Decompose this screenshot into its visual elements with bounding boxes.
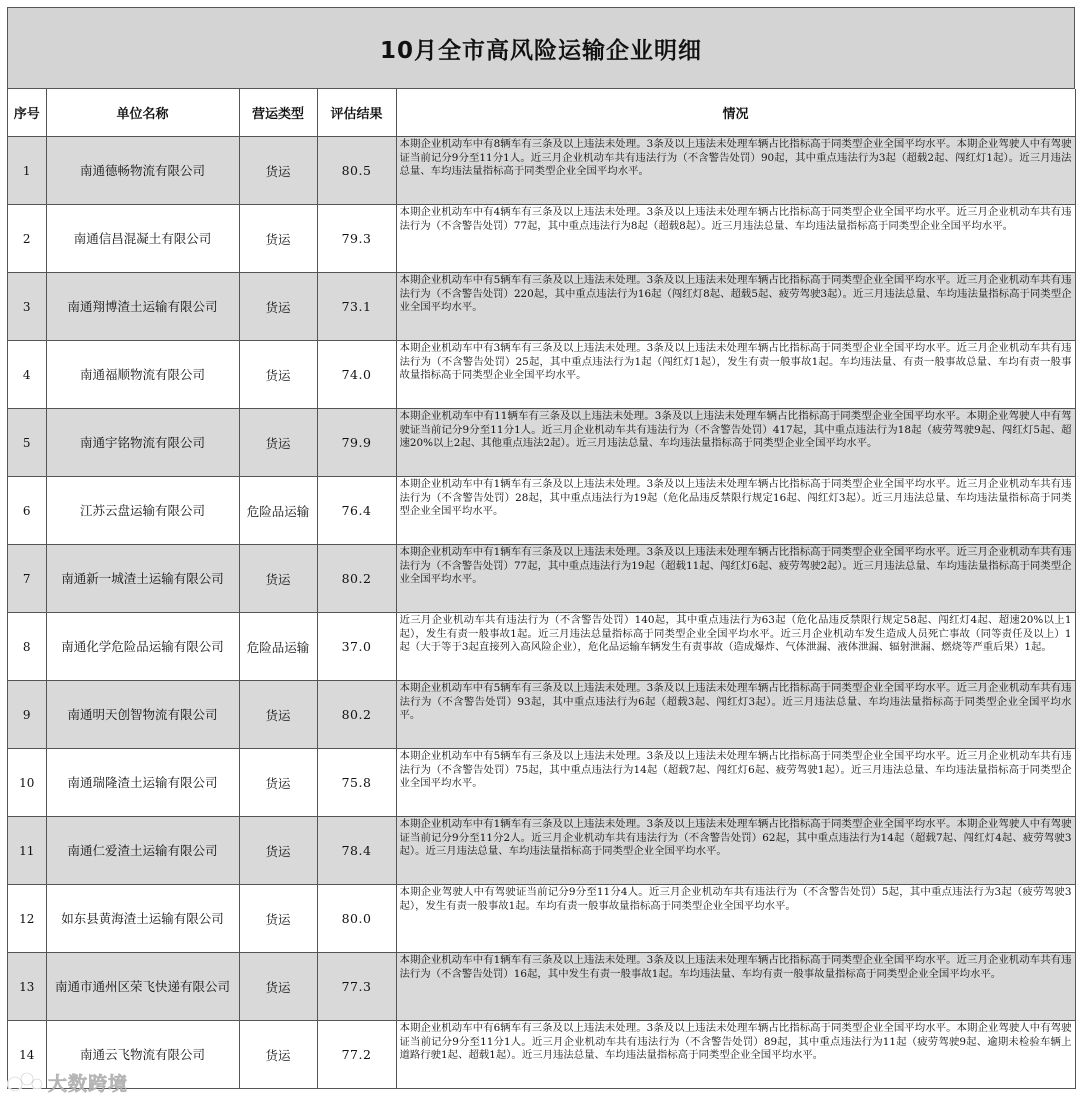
- table-row: [8, 681, 1075, 749]
- company-name: 江苏云盘运输有限公司: [46, 477, 239, 545]
- row-seq: 8: [8, 613, 46, 681]
- table-row: [8, 749, 1075, 817]
- situation-detail: 本期企业机动车中有1辆车有三条及以上违法未处理。3条及以上违法未处理车辆占比指标高于同类型企业全国平均水平。近三月企业机动车共有违法行为（不含警告处罚）77起，其中重点违法行为19起（超载11起、闯红灯6起、疲劳驾驶2起）。近三月违法总量、车均违法量指标高于同类型企业全国平均水平。: [396, 545, 1075, 613]
- assessment-score: 73.1: [317, 273, 396, 341]
- assessment-score: 80.2: [317, 545, 396, 613]
- situation-detail: 本期企业机动车中有6辆车有三条及以上违法未处理。3条及以上违法未处理车辆占比指标高于同类型企业全国平均水平。本期企业驾驶人中有驾驶证当前记分9分至11分1人。近三月企业机动车共有违法行为（不含警告处罚）89起，其中重点违法行为11起（疲劳驾驶9起、逾期未检验车辆上道路行驶1起、超载1起）。近三月违法总量、车均违法量指标高于同类型企业全国平均水平。: [396, 1021, 1075, 1089]
- risk-table: [8, 89, 1076, 1089]
- header-type: 营运类型: [239, 89, 317, 137]
- situation-detail: 本期企业机动车中有1辆车有三条及以上违法未处理。3条及以上违法未处理车辆占比指标高于同类型企业全国平均水平。近三月企业机动车共有违法行为（不含警告处罚）16起，其中发生有责一般事故1起。车均违法量、车均有责一般事故量指标高于同类型企业全国平均水平。: [396, 953, 1075, 1021]
- row-seq: 4: [8, 341, 46, 409]
- operation-type: 货运: [239, 137, 317, 205]
- situation-detail: 本期企业机动车中有5辆车有三条及以上违法未处理。3条及以上违法未处理车辆占比指标高于同类型企业全国平均水平。近三月企业机动车共有违法行为（不含警告处罚）93起，其中重点违法行为6起（超载3起、闯红灯3起）。近三月违法总量、车均违法量指标高于同类型企业全国平均水平。: [396, 681, 1075, 749]
- operation-type: 货运: [239, 749, 317, 817]
- company-name: 南通仁爱渣土运输有限公司: [46, 817, 239, 885]
- operation-type: 货运: [239, 817, 317, 885]
- operation-type: 货运: [239, 273, 317, 341]
- assessment-score: 77.2: [317, 1021, 396, 1089]
- situation-detail: 本期企业驾驶人中有驾驶证当前记分9分至11分4人。近三月企业机动车共有违法行为（不含警告处罚）5起，其中重点违法行为3起（疲劳驾驶3起），发生有责一般事故1起。车均有责一般事故量指标高于同类型企业全国平均水平。: [396, 885, 1075, 953]
- row-seq: 2: [8, 205, 46, 273]
- row-seq: 7: [8, 545, 46, 613]
- row-seq: 6: [8, 477, 46, 545]
- row-seq: 11: [8, 817, 46, 885]
- company-name: 南通宇铭物流有限公司: [46, 409, 239, 477]
- operation-type: 货运: [239, 681, 317, 749]
- table-row: [8, 137, 1075, 205]
- table-row: [8, 273, 1075, 341]
- row-seq: 10: [8, 749, 46, 817]
- assessment-score: 77.3: [317, 953, 396, 1021]
- operation-type: 货运: [239, 205, 317, 273]
- situation-detail: 本期企业机动车中有4辆车有三条及以上违法未处理。3条及以上违法未处理车辆占比指标高于同类型企业全国平均水平。近三月企业机动车共有违法行为（不含警告处罚）77起，其中重点违法行为8起（超载8起）。近三月违法总量、车均违法量指标高于同类型企业全国平均水平。: [396, 205, 1075, 273]
- row-seq: 9: [8, 681, 46, 749]
- assessment-score: 79.3: [317, 205, 396, 273]
- table-row: [8, 477, 1075, 545]
- assessment-score: 79.9: [317, 409, 396, 477]
- situation-detail: 近三月企业机动车共有违法行为（不含警告处罚）140起，其中重点违法行为63起（危化品违反禁限行规定58起、闯红灯4起、超速20%以上1起），发生有责一般事故1起。近三月违法总量指标高于同类型企业全国平均水平。近三月企业机动车发生造成人员死亡事故（同等责任及以上）1起（大于等于3起直接列入高风险企业），危化品运输车辆发生有责事故（造成爆炸、气体泄漏、液体泄漏、辐射泄漏、燃烧等严重后果）1起。: [396, 613, 1075, 681]
- header-seq: 序号: [8, 89, 46, 137]
- assessment-score: 76.4: [317, 477, 396, 545]
- company-name: 南通德畅物流有限公司: [46, 137, 239, 205]
- operation-type: 货运: [239, 1021, 317, 1089]
- company-name: 南通信昌混凝土有限公司: [46, 205, 239, 273]
- row-seq: 1: [8, 137, 46, 205]
- company-name: 南通翔博渣土运输有限公司: [46, 273, 239, 341]
- table-row: [8, 885, 1075, 953]
- row-seq: 5: [8, 409, 46, 477]
- header-row: [8, 89, 1075, 137]
- table-body: [8, 137, 1075, 1089]
- situation-detail: 本期企业机动车中有8辆车有三条及以上违法未处理。3条及以上违法未处理车辆占比指标高于同类型企业全国平均水平。本期企业驾驶人中有驾驶证当前记分9分至11分1人。近三月企业机动车共有违法行为（不含警告处罚）90起，其中重点违法行为3起（超载2起、闯红灯1起）。近三月违法总量、车均违法量指标高于同类型企业全国平均水平。: [396, 137, 1075, 205]
- company-name: 南通化学危险品运输有限公司: [46, 613, 239, 681]
- operation-type: 货运: [239, 885, 317, 953]
- row-seq: 3: [8, 273, 46, 341]
- table-row: [8, 613, 1075, 681]
- table-row: [8, 545, 1075, 613]
- header-detail: 情况: [396, 89, 1075, 137]
- situation-detail: 本期企业机动车中有1辆车有三条及以上违法未处理。3条及以上违法未处理车辆占比指标高于同类型企业全国平均水平。近三月企业机动车共有违法行为（不含警告处罚）28起，其中重点违法行为19起（危化品违反禁限行规定16起、闯红灯3起）。近三月违法总量、车均违法量指标高于同类型企业全国平均水平。: [396, 477, 1075, 545]
- table-row: [8, 409, 1075, 477]
- assessment-score: 80.0: [317, 885, 396, 953]
- report-title: 10月全市高风险运输企业明细: [379, 37, 702, 64]
- watermark-text: 大数跨境: [48, 1072, 129, 1095]
- table-row: [8, 341, 1075, 409]
- company-name: 南通云飞物流有限公司: [46, 1021, 239, 1089]
- operation-type: 货运: [239, 409, 317, 477]
- operation-type: 货运: [239, 545, 317, 613]
- report-sheet: [7, 7, 1075, 1089]
- table-row: [8, 205, 1075, 273]
- row-seq: 13: [8, 953, 46, 1021]
- situation-detail: 本期企业机动车中有11辆车有三条及以上违法未处理。3条及以上违法未处理车辆占比指标高于同类型企业全国平均水平。本期企业驾驶人中有驾驶证当前记分9分至11分1人。近三月企业机动车共有违法行为（不含警告处罚）417起，其中重点违法行为18起（疲劳驾驶9起、闯红灯5起、超速20%以上2起、其他重点违法2起）。近三月违法总量、车均违法量指标高于同类型企业全国平均水平。: [396, 409, 1075, 477]
- situation-detail: 本期企业机动车中有5辆车有三条及以上违法未处理。3条及以上违法未处理车辆占比指标高于同类型企业全国平均水平。近三月企业机动车共有违法行为（不含警告处罚）220起，其中重点违法行为16起（闯红灯8起、超载5起、疲劳驾驶3起）。近三月违法总量、车均违法量指标高于同类型企业全国平均水平。: [396, 273, 1075, 341]
- assessment-score: 75.8: [317, 749, 396, 817]
- operation-type: 危险品运输: [239, 477, 317, 545]
- situation-detail: 本期企业机动车中有1辆车有三条及以上违法未处理。3条及以上违法未处理车辆占比指标高于同类型企业全国平均水平。本期企业驾驶人中有驾驶证当前记分9分至11分2人。近三月企业机动车共有违法行为（不含警告处罚）62起，其中重点违法行为14起（超载7起、闯红灯4起、疲劳驾驶3起）。近三月违法总量、车均违法量指标高于同类型企业全国平均水平。: [396, 817, 1075, 885]
- title-bar: [8, 8, 1075, 89]
- row-seq: 12: [8, 885, 46, 953]
- assessment-score: 78.4: [317, 817, 396, 885]
- row-seq: 14: [8, 1021, 46, 1089]
- operation-type: 货运: [239, 953, 317, 1021]
- situation-detail: 本期企业机动车中有5辆车有三条及以上违法未处理。3条及以上违法未处理车辆占比指标高于同类型企业全国平均水平。近三月企业机动车共有违法行为（不含警告处罚）75起，其中重点违法行为14起（超载7起、闯红灯6起、疲劳驾驶1起）。近三月违法总量、车均违法量指标高于同类型企业全国平均水平。: [396, 749, 1075, 817]
- table-row: [8, 953, 1075, 1021]
- header-name: 单位名称: [46, 89, 239, 137]
- table-row: [8, 817, 1075, 885]
- assessment-score: 74.0: [317, 341, 396, 409]
- company-name: 南通新一城渣土运输有限公司: [46, 545, 239, 613]
- header-score: 评估结果: [317, 89, 396, 137]
- operation-type: 货运: [239, 341, 317, 409]
- company-name: 南通瑞隆渣土运输有限公司: [46, 749, 239, 817]
- company-name: 南通明天创智物流有限公司: [46, 681, 239, 749]
- company-name: 南通市通州区荣飞快递有限公司: [46, 953, 239, 1021]
- company-name: 如东县黄海渣土运输有限公司: [46, 885, 239, 953]
- operation-type: 危险品运输: [239, 613, 317, 681]
- assessment-score: 80.2: [317, 681, 396, 749]
- company-name: 南通福顺物流有限公司: [46, 341, 239, 409]
- table-row: [8, 1021, 1075, 1089]
- situation-detail: 本期企业机动车中有3辆车有三条及以上违法未处理。3条及以上违法未处理车辆占比指标高于同类型企业全国平均水平。近三月企业机动车共有违法行为（不含警告处罚）25起，其中重点违法行为1起（闯红灯1起），发生有责一般事故1起。车均违法量、有责一般事故总量、车均有责一般事故量指标高于同类型企业全国平均水平。: [396, 341, 1075, 409]
- assessment-score: 37.0: [317, 613, 396, 681]
- assessment-score: 80.5: [317, 137, 396, 205]
